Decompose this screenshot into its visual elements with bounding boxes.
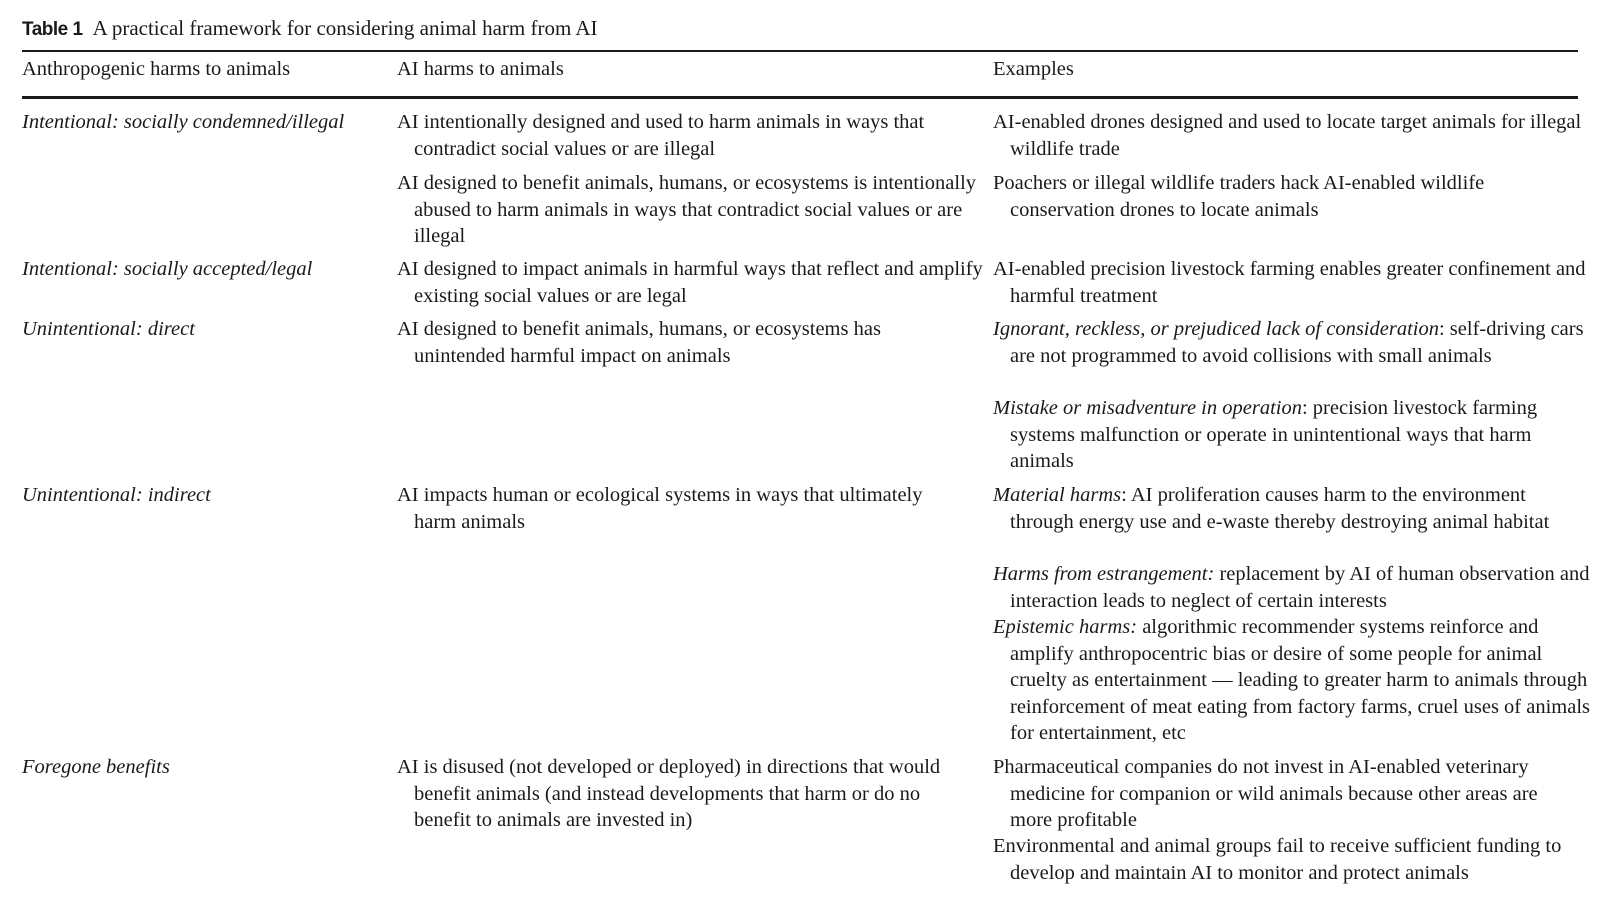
row-example bbox=[993, 170, 1570, 223]
example-text: Poachers or illegal wildlife traders hack AI-enabled wildlife conservation drones to locate animals bbox=[993, 172, 1485, 221]
example-text: algorithmic recommender systems reinforce and amplify anthropocentric bias or desire of some people for animal cruelty as entertainment — leading to greater harm to animals through reinforcement of meat eating from factory farms, cruel uses of animals for entertainment, etc bbox=[1010, 616, 1591, 745]
row-harm: AI intentionally designed and used to harm animals in ways that contradict social values or are illegal bbox=[397, 111, 925, 160]
row-example bbox=[993, 109, 1600, 162]
row-harm: AI is disused (not developed or deployed) in directions that would benefit animals (and instead developments that harm or do no benefit to animals are invested in) bbox=[397, 756, 941, 832]
row-example bbox=[993, 561, 1600, 614]
row-category: Unintentional: direct bbox=[22, 318, 195, 340]
example-text: AI-enabled drones designed and used to locate target animals for illegal wildlife trade bbox=[993, 111, 1582, 160]
example-text: Environmental and animal groups fail to receive sufficient funding to develop and maintain AI to monitor and protect animals bbox=[993, 835, 1562, 884]
top-rule bbox=[22, 50, 1578, 52]
row-harm: AI designed to impact animals in harmful ways that reflect and amplify existing social values or are legal bbox=[397, 258, 983, 307]
example-text: Pharmaceutical companies do not invest in AI-enabled veterinary medicine for companion or wild animals because other areas are more profitable bbox=[993, 756, 1538, 832]
example-text: AI-enabled precision livestock farming enables greater confinement and harmful treatment bbox=[993, 258, 1586, 307]
example-text: : AI proliferation causes harm to the environment through energy use and e-waste thereby destroying animal habitat bbox=[1010, 484, 1550, 533]
example-text: replacement by AI of human observation and interaction leads to neglect of certain interests bbox=[1010, 563, 1590, 612]
header-anthropogenic-harms: Anthropogenic harms to animals bbox=[22, 58, 291, 80]
row-example bbox=[993, 833, 1600, 886]
row-category: Unintentional: indirect bbox=[22, 484, 211, 506]
row-example bbox=[993, 395, 1600, 475]
row-example bbox=[993, 754, 1580, 834]
row-category: Intentional: socially condemned/illegal bbox=[22, 111, 345, 133]
example-lead: Epistemic harms: bbox=[993, 616, 1138, 638]
row-harm: AI impacts human or ecological systems in ways that ultimately harm animals bbox=[397, 484, 923, 533]
table-label: Table 1 bbox=[22, 19, 83, 40]
example-lead: Harms from estrangement: bbox=[993, 563, 1215, 585]
example-lead: Mistake or misadventure in operation bbox=[993, 397, 1302, 419]
example-lead: Material harms bbox=[993, 484, 1122, 506]
row-example bbox=[993, 482, 1570, 535]
row-category: Foregone benefits bbox=[22, 756, 170, 778]
header-ai-harms: AI harms to animals bbox=[397, 58, 564, 80]
table-caption bbox=[22, 16, 598, 41]
row-harm: AI designed to benefit animals, humans, or ecosystems is intentionally abused to harm animals in ways that contradict social values or are illegal bbox=[397, 172, 977, 248]
header-rule bbox=[22, 96, 1578, 99]
row-example bbox=[993, 614, 1600, 747]
example-text: : self-driving cars are not programmed to avoid collisions with small animals bbox=[1010, 318, 1584, 367]
row-example bbox=[993, 256, 1600, 309]
table-title: A practical framework for considering animal harm from AI bbox=[92, 16, 598, 40]
row-category: Intentional: socially accepted/legal bbox=[22, 258, 313, 280]
row-example bbox=[993, 316, 1600, 369]
example-lead: Ignorant, reckless, or prejudiced lack of consideration bbox=[993, 318, 1439, 340]
example-text: : precision livestock farming systems malfunction or operate in unintentional ways that harm animals bbox=[1010, 397, 1538, 473]
row-harm: AI designed to benefit animals, humans, or ecosystems has unintended harmful impact on animals bbox=[397, 318, 881, 367]
header-examples: Examples bbox=[993, 58, 1074, 80]
